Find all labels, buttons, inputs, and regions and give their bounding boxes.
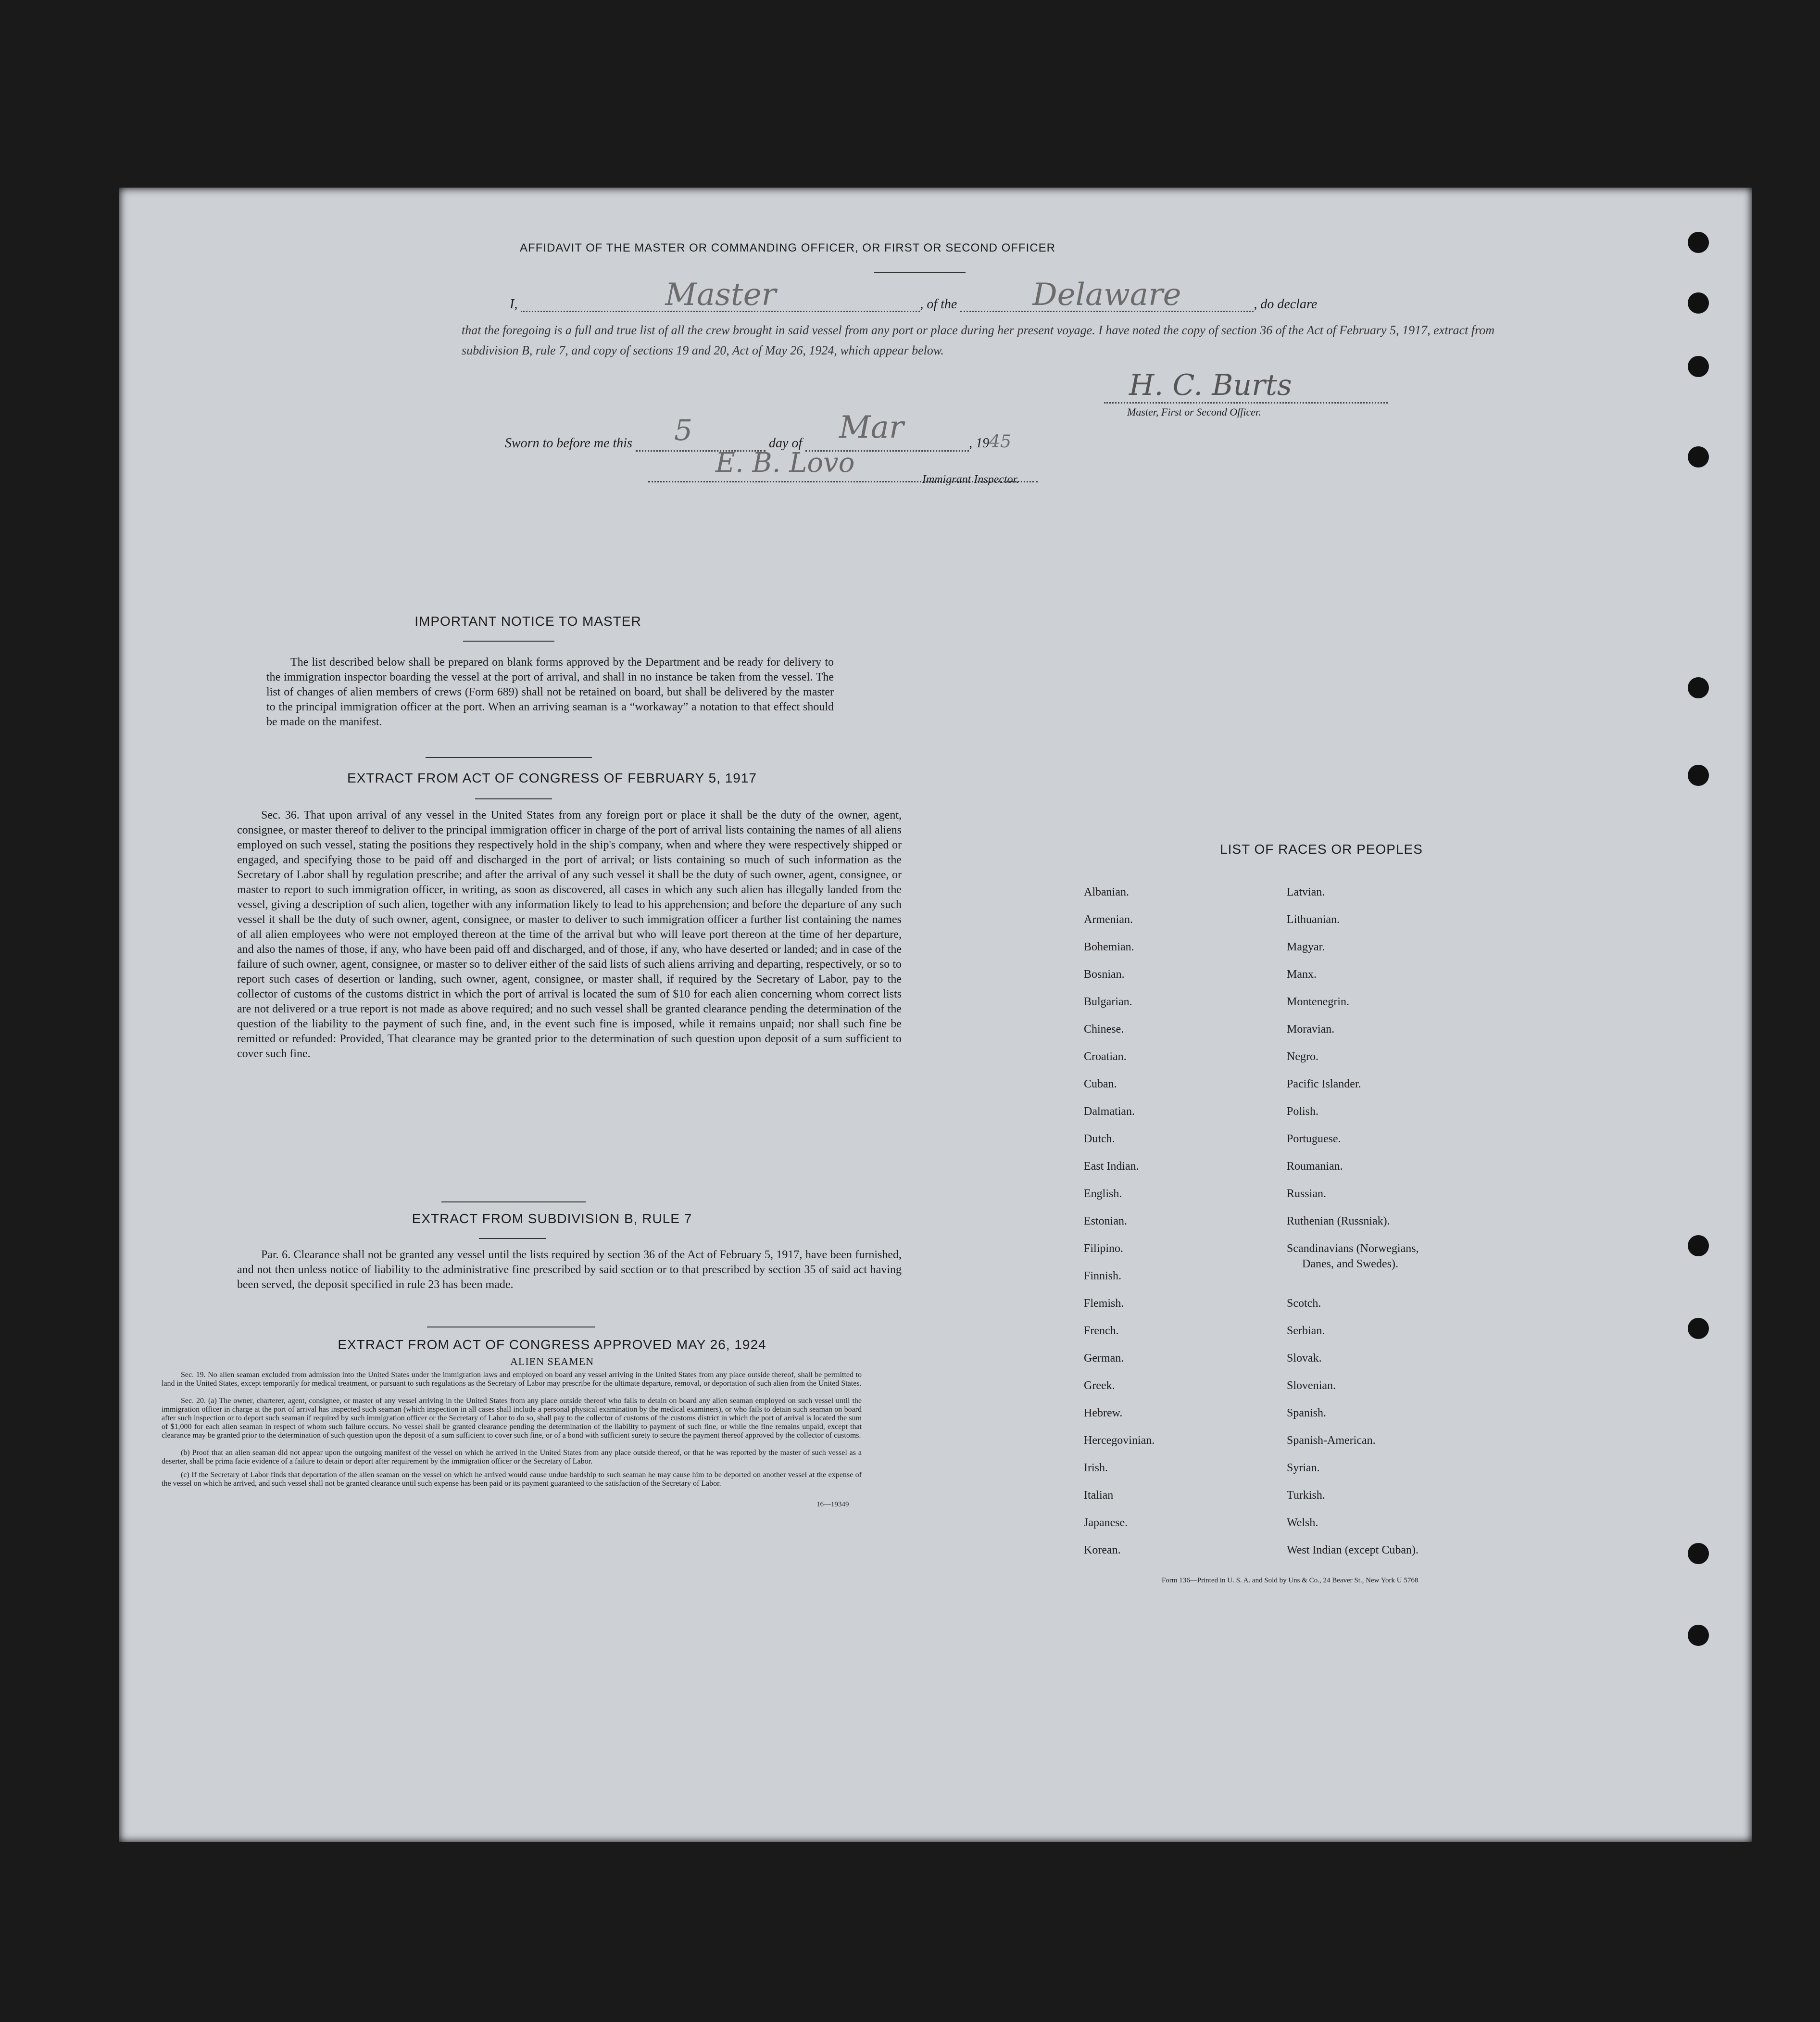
extract-1924-title: EXTRACT FROM ACT OF CONGRESS APPROVED MAY 26, 1924 [338,1337,766,1352]
race-item: Estonian. [1084,1215,1127,1227]
extract-1924-sec20c: (c) If the Secretary of Labor finds that deportation of the alien seaman on the vessel on which he arrived would cause undue hardship to such seaman he may cause him to be deported on another vessel at the expense of the vessel on which he arrived, and such vessel shall not be granted clearance until such expense has been paid or its payment guaranteed to the satisfaction of the Secretary of Labor. [162,1471,862,1488]
inspector-caption: Immigrant Inspector. [922,473,1019,486]
race-item: Danes, and Swedes). [1302,1258,1398,1270]
race-item: Roumanian. [1287,1160,1343,1173]
race-item: Ruthenian (Russniak). [1287,1215,1390,1227]
race-item: Flemish. [1084,1297,1124,1310]
extract-1924-subtitle: ALIEN SEAMEN [510,1355,594,1367]
race-item: Croatian. [1084,1050,1127,1063]
race-item: Serbian. [1287,1325,1325,1337]
race-item: Hebrew. [1084,1407,1123,1419]
race-item: Japanese. [1084,1516,1128,1529]
master-field [521,277,920,313]
race-item: Lithuanian. [1287,913,1340,926]
extract-rule7-text: Par. 6. Clearance shall not be granted any vessel until the lists required by section 36 of the Act of February 5, 1917, have been furnished, and not then unless notice of liability to the administrative fine prescribed by said section or to that prescribed by section 35 of said act having been served, the deposit specified in rule 23 has been made. [237,1249,902,1291]
officer-signature: H. C. Burts [1129,368,1292,402]
document-page [119,188,1752,1842]
race-item: Chinese. [1084,1023,1124,1036]
race-item: Finnish. [1084,1270,1122,1282]
notice-title: IMPORTANT NOTICE TO MASTER [414,614,641,629]
race-item: Turkish. [1287,1489,1325,1502]
month-handwriting: Mar [839,410,904,445]
race-item: Hercegovinian. [1084,1434,1155,1447]
race-item: Albanian. [1084,886,1129,898]
extract-1917-text: Sec. 36. That upon arrival of any vessel in the United States from any foreign port or place it shall be the duty of the owner, agent, consignee, or master thereof to deliver to the principal immigration officer in charge of the port of arrival lists containing the names of all aliens employed on such vessel, stating the positions they respectively hold in the ship's company, when and where they were respectively shipped or engaged, and specifying those to be paid off and discharged in the port of arrival; or lists containing so much of such information as the Secretary of Labor shall by regulation prescribe; and after the arrival of any such vessel it shall be the duty of such owner, agent, consignee, or master to report to such immigration officer, in writing, as soon as discovered, all cases in which any such alien has illegally landed from the vessel, giving a description of such alien, together with any information likely to lead to his apprehension; and before the departure of any such vessel it shall be the duty of such owner, agent, consignee, or master to deliver to such immigration officer a further list containing the names of all alien employees who were not employed thereon at the time of the arrival but who will leave port thereon at the time of her departure, and also the names of those, if any, who have been paid off and discharged, and of those, if any, who have deserted or landed; and in case of the failure of such owner, agent, consignee, or master so to deliver either of the said lists of such aliens arriving and departing, respectively, or so to report such cases of desertion or landing, such owner, agent, consignee, or master shall, if required by the Secretary of Labor, pay to the collector of customs of the customs district in which the port of arrival is located the sum of $10 for each alien concerning whom correct lists are not delivered or a true report is not made as above required; and no such vessel shall be granted clearance pending the determination of the question of the liability to the payment of such fine, and, in the event such fine is imposed, while it remains unpaid; nor shall such fine be remitted or refunded: Provided, That clearance may be granted prior to the determination of such question upon deposit of a sum sufficient to cover such fine. [237,809,902,1060]
race-item: Latvian. [1287,886,1325,898]
declare-label: , do declare [1254,297,1318,312]
year-handwriting: 45 [989,432,1011,452]
race-item: Russian. [1287,1188,1327,1200]
punch-hole [1688,232,1709,253]
race-item: Welsh. [1287,1516,1318,1529]
punch-hole [1688,1625,1709,1646]
punch-hole [1688,356,1709,377]
race-item: Scotch. [1287,1297,1321,1310]
race-item: Spanish. [1287,1407,1327,1419]
punch-hole [1688,292,1709,314]
race-item: West Indian (except Cuban). [1287,1544,1418,1556]
sworn-label: Sworn to before me this [505,436,632,451]
race-item: East Indian. [1084,1160,1139,1173]
race-item: Irish. [1084,1462,1108,1474]
race-item: Dalmatian. [1084,1105,1135,1118]
punch-hole [1688,446,1709,468]
punch-hole [1688,1235,1709,1256]
race-item: Polish. [1287,1105,1319,1118]
extract-1924-sec20a: Sec. 20. (a) The owner, charterer, agent, consignee, or master of any vessel arriving in the United States from any place outside thereof who fails to detain on board any alien seaman employed on such vessel until the immigration officer in charge at the port of arrival has inspected such seaman (which inspection in all cases shall include a personal physical examination by the medical examiners), or who fails to detain such seaman on board after such inspection or to deport such seaman if required by such immigration officer or the Secretary of Labor to do so, shall pay to the collector of customs of the customs district in which the port of arrival is located the sum of $1,000 for each alien seaman in respect of whom such failure occurs. No vessel shall be granted clearance pending the determination of the liability to payment of such fine, or while the fine remains unpaid, except that clearance may be granted prior to the determination of such question upon the deposit of a sum sufficient to cover such fine, or of a bond with sufficient surety to secure the payment thereof approved by the collector of customs. [162,1397,862,1440]
master-handwriting: Master [665,277,777,313]
race-item: Dutch. [1084,1133,1115,1145]
punch-hole [1688,1318,1709,1339]
punch-hole [1688,1543,1709,1564]
race-item: Negro. [1287,1050,1318,1063]
extract-1924-sec19: Sec. 19. No alien seaman excluded from admission into the United States under the immigration laws and employed on board any vessel arriving in the United States from any place outside thereof, shall be permitted to land in the United States, except temporarily for medical treatment, or pursuant to such regulations as the Secretary of Labor may prescribe for the ultimate departure, removal, or deportation of such alien from the United States. [162,1371,862,1388]
affidavit-title: AFFIDAVIT OF THE MASTER OR COMMANDING OFFICER, OR FIRST OR SECOND OFFICER [520,241,1055,254]
year-prefix: , 19 [969,436,990,451]
i-label: I, [510,297,518,312]
affidavit-body: that the foregoing is a full and true list of all the crew brought in said vessel from any port or place during her present voyage. I have noted the copy of section 36 of the Act of February 5, 1917, extract from subdivision B, rule 7, and copy of sections 19 and 20, Act of May 26, 1924, which appear below. [462,323,1494,357]
race-item: Scandinavians (Norwegians, [1287,1242,1419,1255]
race-item: Pacific Islander. [1287,1078,1361,1090]
race-item: English. [1084,1188,1122,1200]
race-item: Slovak. [1287,1352,1322,1365]
divider [463,641,554,642]
vessel-field [960,277,1254,313]
officer-caption: Master, First or Second Officer. [1127,406,1261,418]
extract-1924-sec20b: (b) Proof that an alien seaman did not appear upon the outgoing manifest of the vessel on which he arrived in the United States from any place outside thereof, or that he was reported by the master of such vessel as a deserter, shall be prima facie evidence of a failure to detain or deport after requirement by the immigration officer or the Secretary of Labor. [162,1449,862,1466]
race-item: Syrian. [1287,1462,1320,1474]
inspector-signature: E. B. Lovo [715,447,855,479]
race-item: Bulgarian. [1084,996,1132,1008]
race-item: Spanish-American. [1287,1434,1376,1447]
race-item: Slovenian. [1287,1379,1336,1392]
race-item: Cuban. [1084,1078,1117,1090]
race-item: Moravian. [1287,1023,1335,1036]
race-item: Filipino. [1084,1242,1124,1255]
race-item: Korean. [1084,1544,1121,1556]
extract-rule7-title: EXTRACT FROM SUBDIVISION B, RULE 7 [412,1211,692,1226]
affidavit-declaration-line [510,277,1500,313]
race-item: Greek. [1084,1379,1115,1392]
of-the-label: , of the [920,297,957,312]
extract-1917-title: EXTRACT FROM ACT OF CONGRESS OF FEBRUARY 5, 1917 [347,771,757,785]
form-footer: Form 136—Printed in U. S. A. and Sold by Uns & Co., 24 Beaver St., New York U 5768 [1162,1577,1418,1584]
race-item: Manx. [1287,968,1317,981]
divider [479,1238,546,1239]
divider [426,757,592,758]
divider [475,798,552,799]
day-of-label: day of [768,436,803,451]
punch-hole [1688,677,1709,698]
race-item: Armenian. [1084,913,1133,926]
vessel-handwriting: Delaware [1032,277,1181,313]
divider [874,272,966,273]
race-item: Italian [1084,1489,1114,1502]
race-item: Magyar. [1287,941,1325,953]
race-item: French. [1084,1325,1119,1337]
notice-text: The list described below shall be prepared on blank forms approved by the Department and be ready for delivery to the immigration inspector boarding the vessel at the port of arrival, and shall in no instance be taken from the vessel. The list of changes of alien members of crews (Form 689) shall not be retained on board, but shall be delivered by the master to the principal immigration officer at the port. When an arriving seaman is a “workaway” a notation to that effect should be made on the manifest. [266,656,834,728]
punch-hole [1688,765,1709,786]
form-code: 16—19349 [816,1501,849,1508]
race-item: Portuguese. [1287,1133,1341,1145]
officer-signature-line [1104,402,1388,404]
race-item: Montenegrin. [1287,996,1349,1008]
day-handwriting: 5 [674,414,693,447]
race-item: German. [1084,1352,1124,1365]
race-item: Bohemian. [1084,941,1134,953]
race-item: Bosnian. [1084,968,1125,981]
divider [441,1201,586,1202]
races-title: LIST OF RACES OR PEOPLES [1220,842,1423,857]
